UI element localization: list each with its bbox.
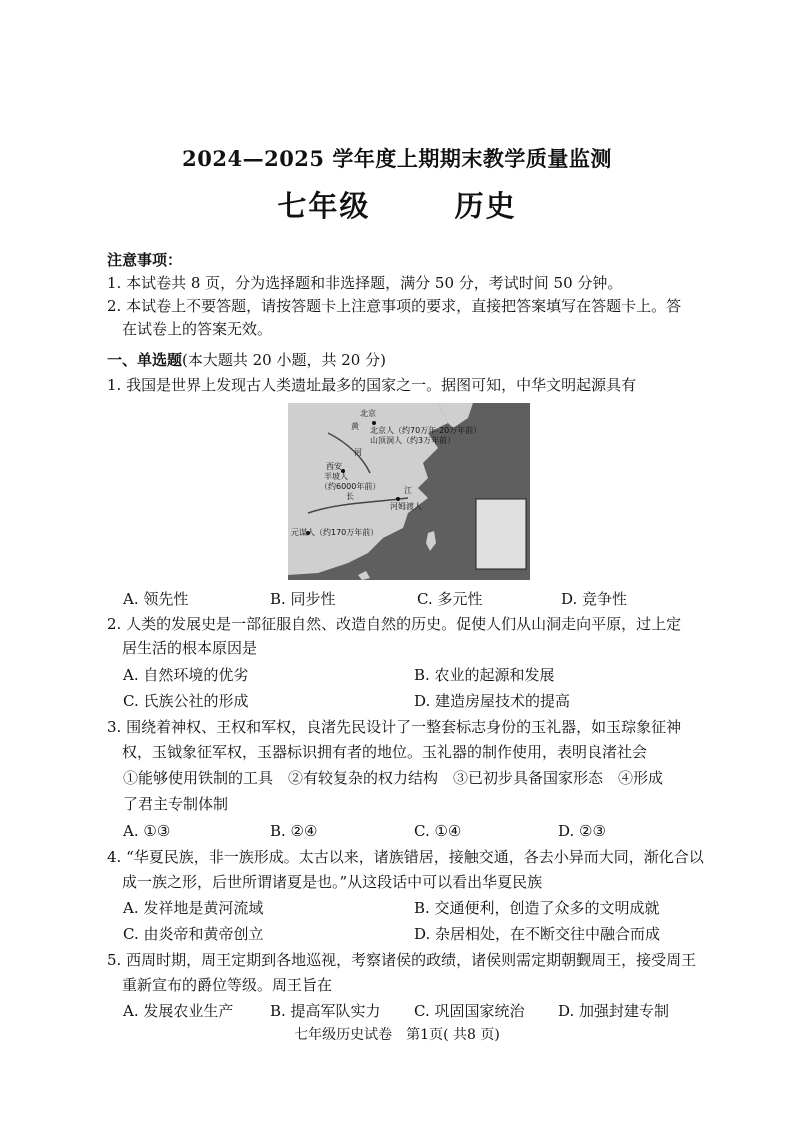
map-label-xian: 西安 — [326, 462, 342, 471]
notice-heading: 注意事项： — [107, 251, 183, 269]
q4-stem-line-1: 4. “华夏民族，非一族形成。太古以来，诸族错居，接触交通，各去小异而大同，渐化合以 — [107, 848, 704, 866]
exam-title: 2024—2025 学年度上期期末教学质量监测 — [182, 146, 612, 171]
q3-option-c: C. ①④ — [414, 822, 462, 840]
subject-label: 历史 — [454, 189, 517, 223]
ancient-sites-map — [288, 403, 530, 580]
q3-items-line-1: ①能够使用铁制的工具 ②有较复杂的权力结构 ③已初步具备国家形态 ④形成 — [123, 769, 664, 787]
section-title: 一、单选题 — [107, 351, 183, 369]
map-graphic — [288, 403, 530, 580]
q4-option-a: A. 发祥地是黄河流域 — [123, 899, 264, 917]
q3-stem-line-2: 权，玉钺象征军权，玉器标识拥有者的地位。玉礼器的制作使用，表明良渚社会 — [122, 743, 648, 761]
notice-item-2-line-2: 在试卷上的答案无效。 — [122, 320, 273, 338]
q5-option-b: B. 提高军队实力 — [270, 1002, 381, 1020]
q3-option-d: D. ②③ — [558, 822, 606, 840]
q3-items-line-2: 了君主专制体制 — [123, 795, 229, 813]
q1-option-c: C. 多元性 — [417, 590, 483, 608]
south-sea-inset — [476, 499, 526, 569]
map-label-banpo-date: （约6000年前） — [320, 482, 381, 491]
q2-option-c: C. 氏族公社的形成 — [123, 692, 249, 710]
notice-item-2-line-1: 2. 本试卷上不要答题，请按答题卡上注意事项的要求，直接把答案填写在答题卡上。答 — [107, 297, 682, 315]
beijing-dot — [372, 421, 376, 425]
q5-option-d: D. 加强封建专制 — [558, 1002, 670, 1020]
q4-option-d: D. 杂居相处，在不断交往中融合而成 — [414, 925, 661, 943]
section-heading — [107, 350, 386, 370]
q4-stem-line-2: 成一族之形，后世所谓诸夏是也。”从这段话中可以看出华夏民族 — [122, 873, 543, 891]
hemudu-dot — [396, 497, 400, 501]
q4-option-c: C. 由炎帝和黄帝创立 — [123, 925, 264, 943]
q3-option-a: A. ①③ — [123, 822, 171, 840]
q5-option-c: C. 巩固国家统治 — [414, 1002, 525, 1020]
grade-label: 七年级 — [277, 189, 371, 223]
q1-option-d: D. 竞争性 — [561, 590, 628, 608]
q3-option-b: B. ②④ — [270, 822, 318, 840]
q5-option-a: A. 发展农业生产 — [123, 1002, 234, 1020]
q3-stem-line-1: 3. 围绕着神权、王权和军权，良渚先民设计了一整套标志身份的玉礼器，如玉琮象征神 — [107, 718, 682, 736]
map-label-huang: 黄 — [351, 422, 359, 431]
q2-option-a: A. 自然环境的优劣 — [123, 666, 249, 684]
map-label-he: 河 — [354, 448, 362, 457]
map-label-beijing-man: 北京人（约70万年-20万年前） — [370, 426, 482, 435]
page-footer: 七年级历史试卷 第1页( 共8 页) — [294, 1027, 500, 1043]
map-label-chang: 长 — [346, 492, 354, 501]
q5-stem-line-1: 5. 西周时期，周王定期到各地巡视，考察诸侯的政绩，诸侯则需定期朝觐周王，接受周王 — [107, 951, 697, 969]
q5-stem-line-2: 重新宣布的爵位等级。周王旨在 — [122, 976, 333, 994]
map-label-hemudu: 河姆渡人 — [390, 502, 422, 511]
exam-subject — [0, 184, 794, 225]
q2-stem-line-1: 2. 人类的发展史是一部征服自然、改造自然的历史。促使人们从山洞走向平原，过上定 — [107, 615, 682, 633]
section-note: (本大题共 20 小题，共 20 分) — [182, 351, 386, 369]
notice-item-1: 1. 本试卷共 8 页，分为选择题和非选择题，满分 50 分，考试时间 50 分钟。 — [107, 274, 623, 292]
map-label-shandingdong: 山顶洞人（约3万年前） — [370, 436, 456, 445]
q2-option-b: B. 农业的起源和发展 — [414, 666, 555, 684]
q2-option-d: D. 建造房屋技术的提高 — [414, 692, 571, 710]
map-label-banpo: 半坡人 — [324, 472, 348, 481]
q1-stem: 1. 我国是世界上发现古人类遗址最多的国家之一。据图可知，中华文明起源具有 — [107, 376, 637, 394]
q1-option-b: B. 同步性 — [270, 590, 336, 608]
map-label-yuanmou: 元谋人（约170万年前） — [291, 528, 379, 537]
map-label-beijing: 北京 — [360, 409, 376, 418]
map-label-jiang: 江 — [404, 486, 412, 495]
q1-option-a: A. 领先性 — [123, 590, 189, 608]
q4-option-b: B. 交通便利，创造了众多的文明成就 — [414, 899, 660, 917]
q2-stem-line-2: 居生活的根本原因是 — [122, 639, 258, 657]
